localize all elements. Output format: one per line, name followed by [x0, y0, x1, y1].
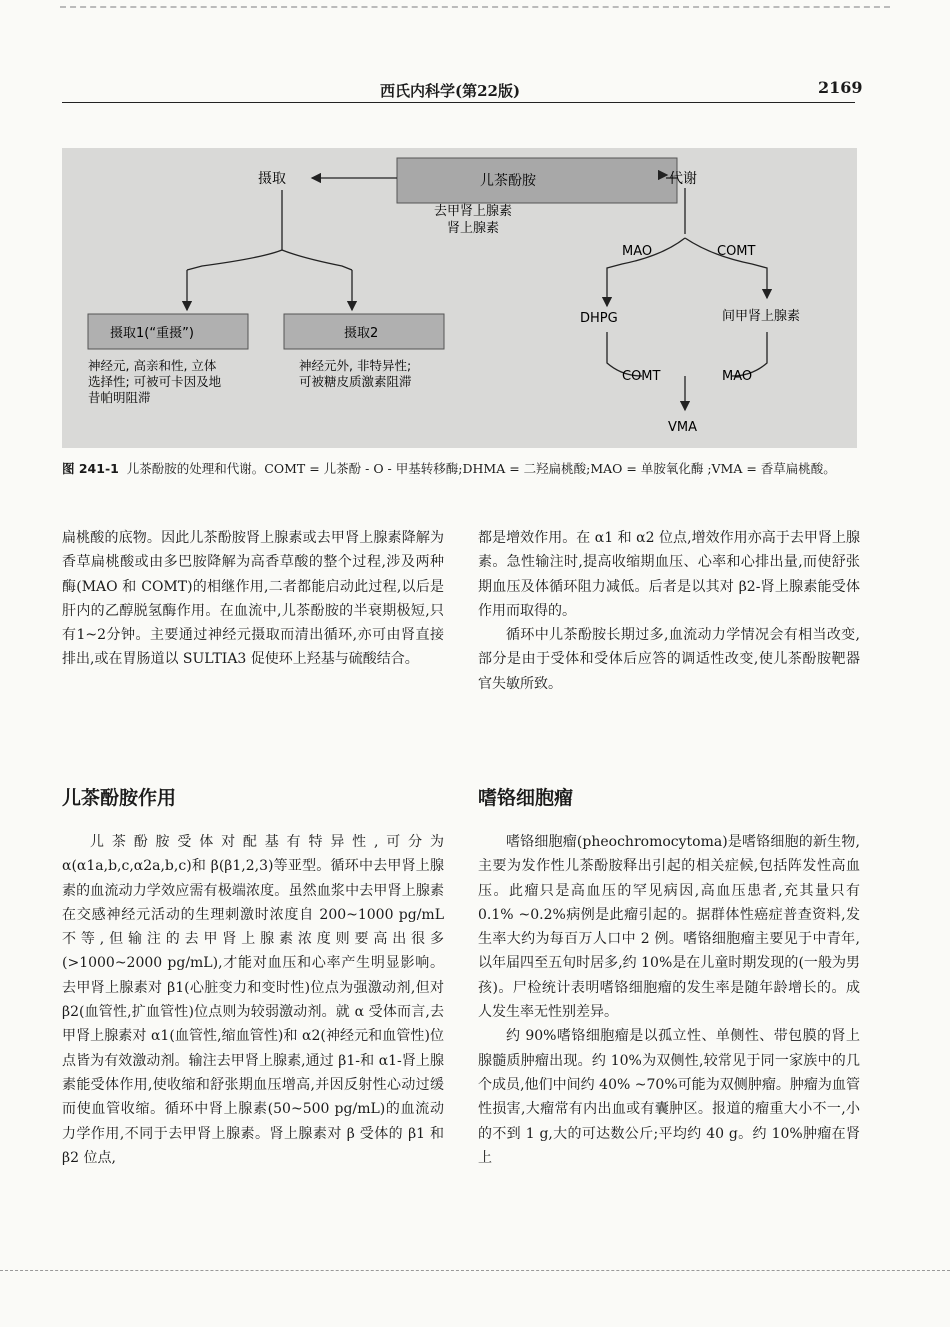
vma-label: VMA — [668, 420, 698, 435]
uptake2-desc-1: 神经元外, 非特异性; — [299, 358, 412, 373]
normetanephrine-label: 间甲肾上腺素 — [722, 309, 801, 324]
caption-text: 儿茶酚胺的处理和代谢。COMT = 儿茶酚 - O - 甲基转移酶;DHMA = 二羟扁桃酸;MAO = 单胺氧化酶 ;VMA = 香草扁桃酸。 — [126, 461, 836, 476]
comt-bottom-label: COMT — [622, 369, 661, 384]
catecholamine-label: 儿茶酚胺 — [480, 173, 536, 189]
uptake1-desc-3: 昔帕明阻滞 — [88, 390, 151, 405]
uptake1-label: 摄取1(“重摄”) — [110, 326, 194, 341]
uptake2-desc-2: 可被糖皮质激素阻滞 — [299, 374, 412, 389]
right-top-paragraph-2: 循环中儿茶酚胺长期过多,血流动力学情况会有相当改变,部分是由于受体和受体后应答的调适性改变,使儿茶酚胺靶器官失敏所致。 — [478, 627, 860, 692]
mao-top-label: MAO — [622, 244, 653, 259]
pheochromocytoma-paragraph-2: 约 90%嗜铬细胞瘤是以孤立性、单侧性、带包膜的肾上腺髓质肿瘤出现。约 10%为双侧性,较常见于同一家族中的几个成员,他们中间约 40% ~70%可能为双侧肿瘤。肿瘤为血管性损害,大瘤常有内出血或有囊肿区。报道的瘤重大小不一,小的不到 1 g,大的可达数公斤;平均约 40 g。约 10%肿瘤在肾上 — [478, 1028, 860, 1166]
epinephrine-label: 肾上腺素 — [447, 221, 500, 236]
left-top-paragraph: 扁桃酸的底物。因此儿茶酚胺肾上腺素或去甲肾上腺素降解为香草扁桃酸或由多巴胺降解为高香草酸的整个过程,涉及两种酶(MAO 和 COMT)的相继作用,二者都能启动此过程,以后是肝内的乙醇脱氢酶作用。在血流中,儿茶酚胺的半衰期极短,只有1~2分钟。主要通过神经元摄取而清出循环,亦可由肾直接排出,或在胃肠道以 SULTIA3 促使环上羟基与硫酸结合。 — [62, 530, 444, 668]
catecholamine-diagram — [62, 148, 857, 448]
uptake2-label: 摄取2 — [344, 326, 379, 341]
catecholamine-action-paragraph: 儿茶酚胺受体对配基有特异性,可分为 α(α1a,b,c,α2a,b,c)和 β(β1,2,3)等亚型。循环中去甲肾上腺素的血流动力学效应需有极端浓度。虽然血浆中去甲肾上腺素在交感神经元活动的生理刺激时浓度自 200~1000 pg/mL 不等,但输注的去甲肾上腺素浓度则要高出很多(>1000~2000 pg/mL),才能对血压和心率产生明显影响。去甲肾上腺素对 β1(心脏变力和变时性)位点为强激动剂,但对 β2(血管性,扩血管性)位点则为较弱激动剂。就 α 受体而言,去甲肾上腺素对 α1(血管性,缩血管性)和 α2(神经元和血管性)位点皆为有效激动剂。输注去甲肾上腺素,通过 β1-和 α1-肾上腺素能受体作用,使收缩和舒张期血压增高,并因反射性心动过缓而使血管收缩。循环中肾上腺素(50~500 pg/mL)的血流动力学作用,不同于去甲肾上腺素。肾上腺素对 β 受体的 β1 和 β2 位点, — [62, 834, 444, 1166]
uptake1-desc-1: 神经元, 高亲和性, 立体 — [88, 358, 217, 373]
norepinephrine-label: 去甲肾上腺素 — [434, 204, 513, 219]
left-column-top — [62, 526, 444, 672]
right-column-section — [478, 830, 860, 1170]
scan-edge-marks — [60, 6, 890, 8]
right-column-top — [478, 526, 860, 696]
catecholamine-box — [397, 158, 677, 203]
uptake-label: 摄取 — [258, 171, 286, 187]
page-number: 2169 — [818, 78, 863, 97]
right-top-paragraph-1: 都是增效作用。在 α1 和 α2 位点,增效作用亦高于去甲肾上腺素。急性输注时,提高收缩期血压、心率和心排出量,而使舒张期血压及体循环阻力减低。后者是以其对 β2-肾上腺素能受体作用而取得的。 — [478, 530, 860, 619]
metabolism-label: 代谢 — [669, 171, 697, 187]
pheochromocytoma-paragraph-1: 嗜铬细胞瘤(pheochromocytoma)是嗜铬细胞的新生物,主要为发作性儿茶酚胺释出引起的相关症候,包括阵发性高血压。此瘤只是高血压的罕见病因,高血压患者,充其量只有 0.1% ~0.2%病例是此瘤引起的。据群体性癌症普查资料,发生率大约为每百万人口中 2 例。嗜铬细胞瘤主要见于中青年,以年届四至五旬时居多,约 10%是在儿童时期发现的(一般为男孩)。尸检统计表明嗜铬细胞瘤的发生率是随年龄增长的。成人发生率无性别差异。 — [478, 834, 860, 1021]
running-header-title: 西氏内科学(第22版) — [380, 82, 521, 100]
figure-caption — [62, 459, 862, 479]
uptake1-desc-2: 选择性; 可被可卡因及地 — [88, 374, 222, 389]
header-rule — [62, 102, 855, 103]
comt-top-label: COMT — [717, 244, 756, 259]
figure-241-1 — [62, 148, 857, 448]
scan-bottom-marks — [0, 1270, 950, 1271]
caption-label: 图 241-1 — [62, 461, 119, 476]
mao-bottom-label: MAO — [722, 369, 753, 384]
section-heading-pheochromocytoma: 嗜铬细胞瘤 — [478, 787, 574, 809]
dhpg-label: DHPG — [580, 311, 618, 326]
left-column-section — [62, 830, 444, 1170]
section-heading-catecholamine-action: 儿茶酚胺作用 — [62, 787, 177, 809]
